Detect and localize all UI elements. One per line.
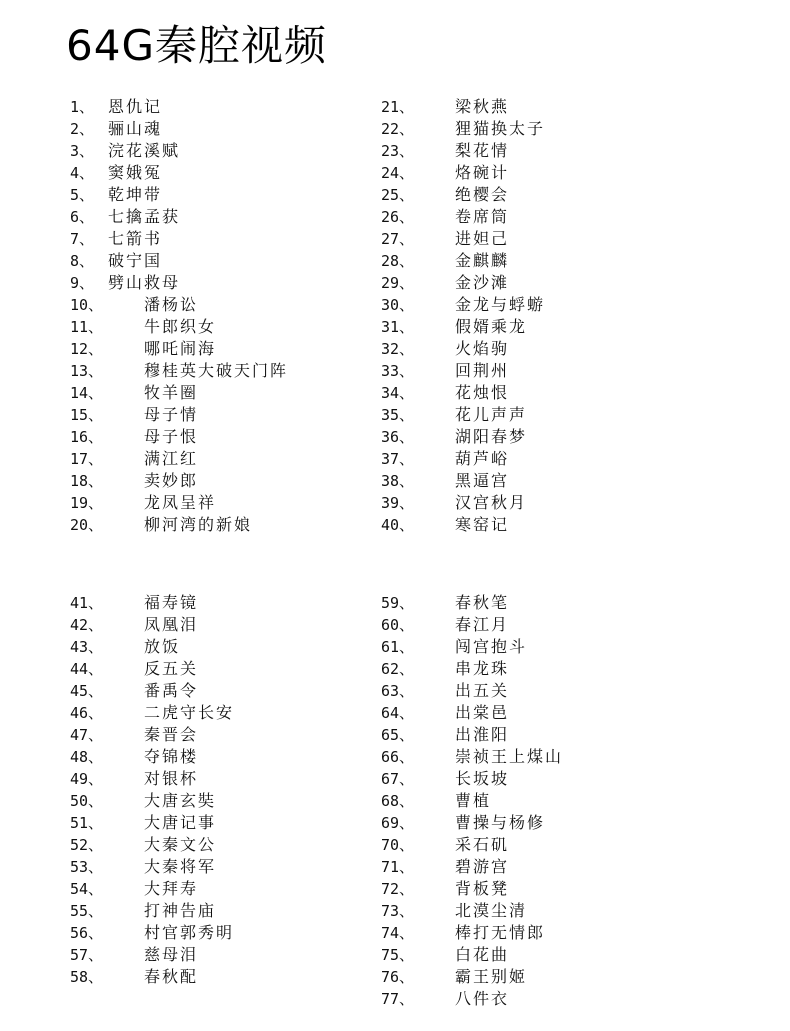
- item-number: 47、: [70, 726, 104, 744]
- opera-title: 串龙珠: [455, 659, 510, 678]
- item-number: 22、: [381, 120, 415, 138]
- opera-title: 卷席筒: [455, 207, 510, 226]
- opera-title: 闯宫抱斗: [455, 637, 528, 656]
- item-number: 30、: [381, 296, 415, 314]
- list-item: [70, 592, 199, 614]
- list-item: [70, 746, 199, 768]
- list-item: [70, 492, 217, 514]
- item-number: 21、: [381, 98, 415, 116]
- item-number: 68、: [381, 792, 415, 810]
- opera-title: 寒窑记: [455, 515, 510, 534]
- opera-title: 七擒孟获: [108, 207, 181, 226]
- item-number: 19、: [70, 494, 104, 512]
- list-item: [70, 724, 199, 746]
- list-item: [381, 768, 510, 790]
- list-item: [381, 316, 528, 338]
- opera-title: 金龙与蜉蝣: [455, 295, 546, 314]
- item-number: 77、: [381, 990, 415, 1008]
- list-item: [381, 250, 510, 272]
- list-section-1: [0, 96, 790, 536]
- opera-title: 满江红: [144, 449, 199, 468]
- list-item: [70, 382, 199, 404]
- list-item: [70, 878, 199, 900]
- opera-title: 梁秋燕: [455, 97, 510, 116]
- opera-title: 二虎守长安: [144, 703, 235, 722]
- list-item: [70, 636, 181, 658]
- item-number: 1、: [70, 98, 95, 116]
- opera-title: 春秋配: [144, 967, 199, 986]
- item-number: 5、: [70, 186, 95, 204]
- opera-title: 长坂坡: [455, 769, 510, 788]
- list-item: [381, 834, 510, 856]
- list-item: [70, 514, 253, 536]
- item-number: 44、: [70, 660, 104, 678]
- opera-title: 春江月: [455, 615, 510, 634]
- opera-title: 崇祯王上煤山: [455, 747, 564, 766]
- item-number: 56、: [70, 924, 104, 942]
- item-number: 52、: [70, 836, 104, 854]
- item-number: 29、: [381, 274, 415, 292]
- list-item: [70, 96, 163, 118]
- opera-title: 福寿镜: [144, 593, 199, 612]
- opera-title: 出五关: [455, 681, 510, 700]
- opera-title: 出淮阳: [455, 725, 510, 744]
- opera-title: 乾坤带: [108, 185, 163, 204]
- list-item: [381, 184, 510, 206]
- page-title: 64G秦腔视频: [66, 21, 327, 70]
- opera-title: 慈母泪: [144, 945, 199, 964]
- item-number: 43、: [70, 638, 104, 656]
- opera-title: 龙凤呈祥: [144, 493, 217, 512]
- list-item: [381, 404, 528, 426]
- item-number: 62、: [381, 660, 415, 678]
- list-item: [381, 162, 510, 184]
- opera-title: 哪吒闹海: [144, 339, 217, 358]
- list-item: [381, 294, 546, 316]
- list-item: [70, 360, 289, 382]
- item-number: 2、: [70, 120, 95, 138]
- item-number: 27、: [381, 230, 415, 248]
- list-item: [381, 724, 510, 746]
- opera-title: 骊山魂: [108, 119, 163, 138]
- list-item: [381, 338, 510, 360]
- opera-title: 夺锦楼: [144, 747, 199, 766]
- opera-title: 卖妙郎: [144, 471, 199, 490]
- list-item: [381, 636, 528, 658]
- item-number: 18、: [70, 472, 104, 490]
- opera-title: 大秦将军: [144, 857, 217, 876]
- item-number: 31、: [381, 318, 415, 336]
- list-item: [381, 680, 510, 702]
- opera-title: 牛郎织女: [144, 317, 217, 336]
- item-number: 54、: [70, 880, 104, 898]
- item-number: 9、: [70, 274, 95, 292]
- item-number: 63、: [381, 682, 415, 700]
- opera-title: 烙碗计: [455, 163, 510, 182]
- list-item: [381, 944, 510, 966]
- item-number: 64、: [381, 704, 415, 722]
- list-item: [70, 680, 199, 702]
- opera-title: 大秦文公: [144, 835, 217, 854]
- item-number: 10、: [70, 296, 104, 314]
- opera-title: 秦晋会: [144, 725, 199, 744]
- item-number: 36、: [381, 428, 415, 446]
- item-number: 7、: [70, 230, 95, 248]
- opera-title: 曹操与杨修: [455, 813, 546, 832]
- opera-title: 潘杨讼: [144, 295, 199, 314]
- list-item: [70, 228, 163, 250]
- list-item: [70, 140, 181, 162]
- item-number: 57、: [70, 946, 104, 964]
- opera-title: 回荆州: [455, 361, 510, 380]
- list-item: [381, 492, 528, 514]
- item-number: 34、: [381, 384, 415, 402]
- list-item: [381, 272, 510, 294]
- item-number: 4、: [70, 164, 95, 182]
- item-number: 67、: [381, 770, 415, 788]
- opera-title: 春秋笔: [455, 593, 510, 612]
- item-number: 74、: [381, 924, 415, 942]
- item-number: 39、: [381, 494, 415, 512]
- item-number: 75、: [381, 946, 415, 964]
- list-item: [381, 592, 510, 614]
- item-number: 48、: [70, 748, 104, 766]
- opera-title: 大拜寿: [144, 879, 199, 898]
- list-item: [70, 316, 217, 338]
- item-number: 3、: [70, 142, 95, 160]
- list-item: [70, 812, 217, 834]
- item-number: 60、: [381, 616, 415, 634]
- list-item: [381, 900, 528, 922]
- item-number: 46、: [70, 704, 104, 722]
- item-number: 42、: [70, 616, 104, 634]
- list-item: [381, 658, 510, 680]
- opera-title: 火焰驹: [455, 339, 510, 358]
- item-number: 50、: [70, 792, 104, 810]
- opera-title: 村官郭秀明: [144, 923, 235, 942]
- right-column: [381, 96, 546, 536]
- list-item: [381, 812, 546, 834]
- opera-title: 花儿声声: [455, 405, 528, 424]
- opera-title: 湖阳春梦: [455, 427, 528, 446]
- list-item: [381, 922, 546, 944]
- item-number: 38、: [381, 472, 415, 490]
- item-number: 49、: [70, 770, 104, 788]
- list-item: [70, 404, 199, 426]
- list-item: [381, 470, 510, 492]
- item-number: 70、: [381, 836, 415, 854]
- list-item: [70, 448, 199, 470]
- opera-title: 窦娥冤: [108, 163, 163, 182]
- opera-title: 大唐玄奘: [144, 791, 217, 810]
- opera-title: 北漠尘清: [455, 901, 528, 920]
- list-item: [70, 658, 199, 680]
- item-number: 72、: [381, 880, 415, 898]
- list-item: [70, 856, 217, 878]
- item-number: 65、: [381, 726, 415, 744]
- list-item: [70, 768, 199, 790]
- list-item: [381, 426, 528, 448]
- list-item: [381, 206, 510, 228]
- item-number: 20、: [70, 516, 104, 534]
- list-item: [70, 834, 217, 856]
- list-item: [381, 228, 510, 250]
- opera-title: 假婿乘龙: [455, 317, 528, 336]
- list-item: [381, 96, 510, 118]
- list-item: [381, 966, 528, 988]
- item-number: 58、: [70, 968, 104, 986]
- opera-title: 采石矶: [455, 835, 510, 854]
- item-number: 69、: [381, 814, 415, 832]
- list-item: [381, 448, 510, 470]
- list-item: [381, 514, 510, 536]
- item-number: 40、: [381, 516, 415, 534]
- item-number: 25、: [381, 186, 415, 204]
- item-number: 8、: [70, 252, 95, 270]
- opera-title: 母子情: [144, 405, 199, 424]
- list-item: [70, 922, 235, 944]
- list-item: [381, 702, 510, 724]
- opera-title: 曹植: [455, 791, 492, 810]
- opera-title: 绝樱会: [455, 185, 510, 204]
- opera-title: 背板凳: [455, 879, 510, 898]
- item-number: 51、: [70, 814, 104, 832]
- list-item: [70, 338, 217, 360]
- opera-title: 金沙滩: [455, 273, 510, 292]
- list-item: [70, 184, 163, 206]
- item-number: 61、: [381, 638, 415, 656]
- item-number: 11、: [70, 318, 104, 336]
- list-item: [70, 272, 181, 294]
- opera-title: 进妲己: [455, 229, 510, 248]
- item-number: 17、: [70, 450, 104, 468]
- opera-title: 破宁国: [108, 251, 163, 270]
- opera-title: 大唐记事: [144, 813, 217, 832]
- list-item: [381, 118, 546, 140]
- item-number: 33、: [381, 362, 415, 380]
- item-number: 66、: [381, 748, 415, 766]
- item-number: 55、: [70, 902, 104, 920]
- opera-title: 金麒麟: [455, 251, 510, 270]
- item-number: 16、: [70, 428, 104, 446]
- item-number: 23、: [381, 142, 415, 160]
- item-number: 14、: [70, 384, 104, 402]
- opera-title: 放饭: [144, 637, 181, 656]
- opera-title: 对银杯: [144, 769, 199, 788]
- list-item: [70, 900, 217, 922]
- opera-title: 汉宫秋月: [455, 493, 528, 512]
- list-item: [70, 294, 199, 316]
- item-number: 28、: [381, 252, 415, 270]
- item-number: 71、: [381, 858, 415, 876]
- list-item: [381, 382, 510, 404]
- item-number: 32、: [381, 340, 415, 358]
- opera-title: 劈山救母: [108, 273, 181, 292]
- opera-title: 霸王别姬: [455, 967, 528, 986]
- opera-title: 浣花溪赋: [108, 141, 181, 160]
- list-item: [70, 966, 199, 988]
- list-item: [70, 206, 181, 228]
- item-number: 73、: [381, 902, 415, 920]
- list-item: [70, 944, 199, 966]
- opera-title: 七箭书: [108, 229, 163, 248]
- opera-title: 棒打无情郎: [455, 923, 546, 942]
- list-item: [381, 614, 510, 636]
- list-item: [381, 856, 510, 878]
- list-item: [381, 746, 564, 768]
- item-number: 76、: [381, 968, 415, 986]
- item-number: 13、: [70, 362, 104, 380]
- opera-title: 反五关: [144, 659, 199, 678]
- opera-title: 恩仇记: [108, 97, 163, 116]
- opera-title: 母子恨: [144, 427, 199, 446]
- list-item: [70, 702, 235, 724]
- item-number: 24、: [381, 164, 415, 182]
- opera-title: 葫芦峪: [455, 449, 510, 468]
- list-section-2: [0, 592, 790, 1012]
- opera-title: 黑逼宫: [455, 471, 510, 490]
- list-item: [70, 790, 217, 812]
- list-item: [381, 988, 510, 1010]
- opera-title: 八件衣: [455, 989, 510, 1008]
- left-column: [70, 96, 289, 536]
- list-item: [381, 790, 492, 812]
- opera-title: 梨花情: [455, 141, 510, 160]
- list-item: [381, 140, 510, 162]
- left-column: [70, 592, 235, 988]
- item-number: 59、: [381, 594, 415, 612]
- opera-title: 穆桂英大破天门阵: [144, 361, 289, 380]
- list-item: [381, 878, 510, 900]
- right-column: [381, 592, 564, 1010]
- list-item: [70, 162, 163, 184]
- list-item: [70, 250, 163, 272]
- opera-title: 白花曲: [455, 945, 510, 964]
- list-item: [70, 426, 199, 448]
- opera-title: 番禹令: [144, 681, 199, 700]
- list-item: [70, 470, 199, 492]
- list-item: [381, 360, 510, 382]
- opera-title: 凤凰泪: [144, 615, 199, 634]
- opera-title: 柳河湾的新娘: [144, 515, 253, 534]
- opera-title: 狸猫换太子: [455, 119, 546, 138]
- item-number: 37、: [381, 450, 415, 468]
- list-item: [70, 614, 199, 636]
- item-number: 26、: [381, 208, 415, 226]
- opera-title: 出棠邑: [455, 703, 510, 722]
- item-number: 41、: [70, 594, 104, 612]
- item-number: 35、: [381, 406, 415, 424]
- opera-title: 碧游宫: [455, 857, 510, 876]
- item-number: 45、: [70, 682, 104, 700]
- item-number: 12、: [70, 340, 104, 358]
- item-number: 53、: [70, 858, 104, 876]
- opera-title: 牧羊圈: [144, 383, 199, 402]
- item-number: 6、: [70, 208, 95, 226]
- opera-title: 花烛恨: [455, 383, 510, 402]
- list-item: [70, 118, 163, 140]
- item-number: 15、: [70, 406, 104, 424]
- opera-title: 打神告庙: [144, 901, 217, 920]
